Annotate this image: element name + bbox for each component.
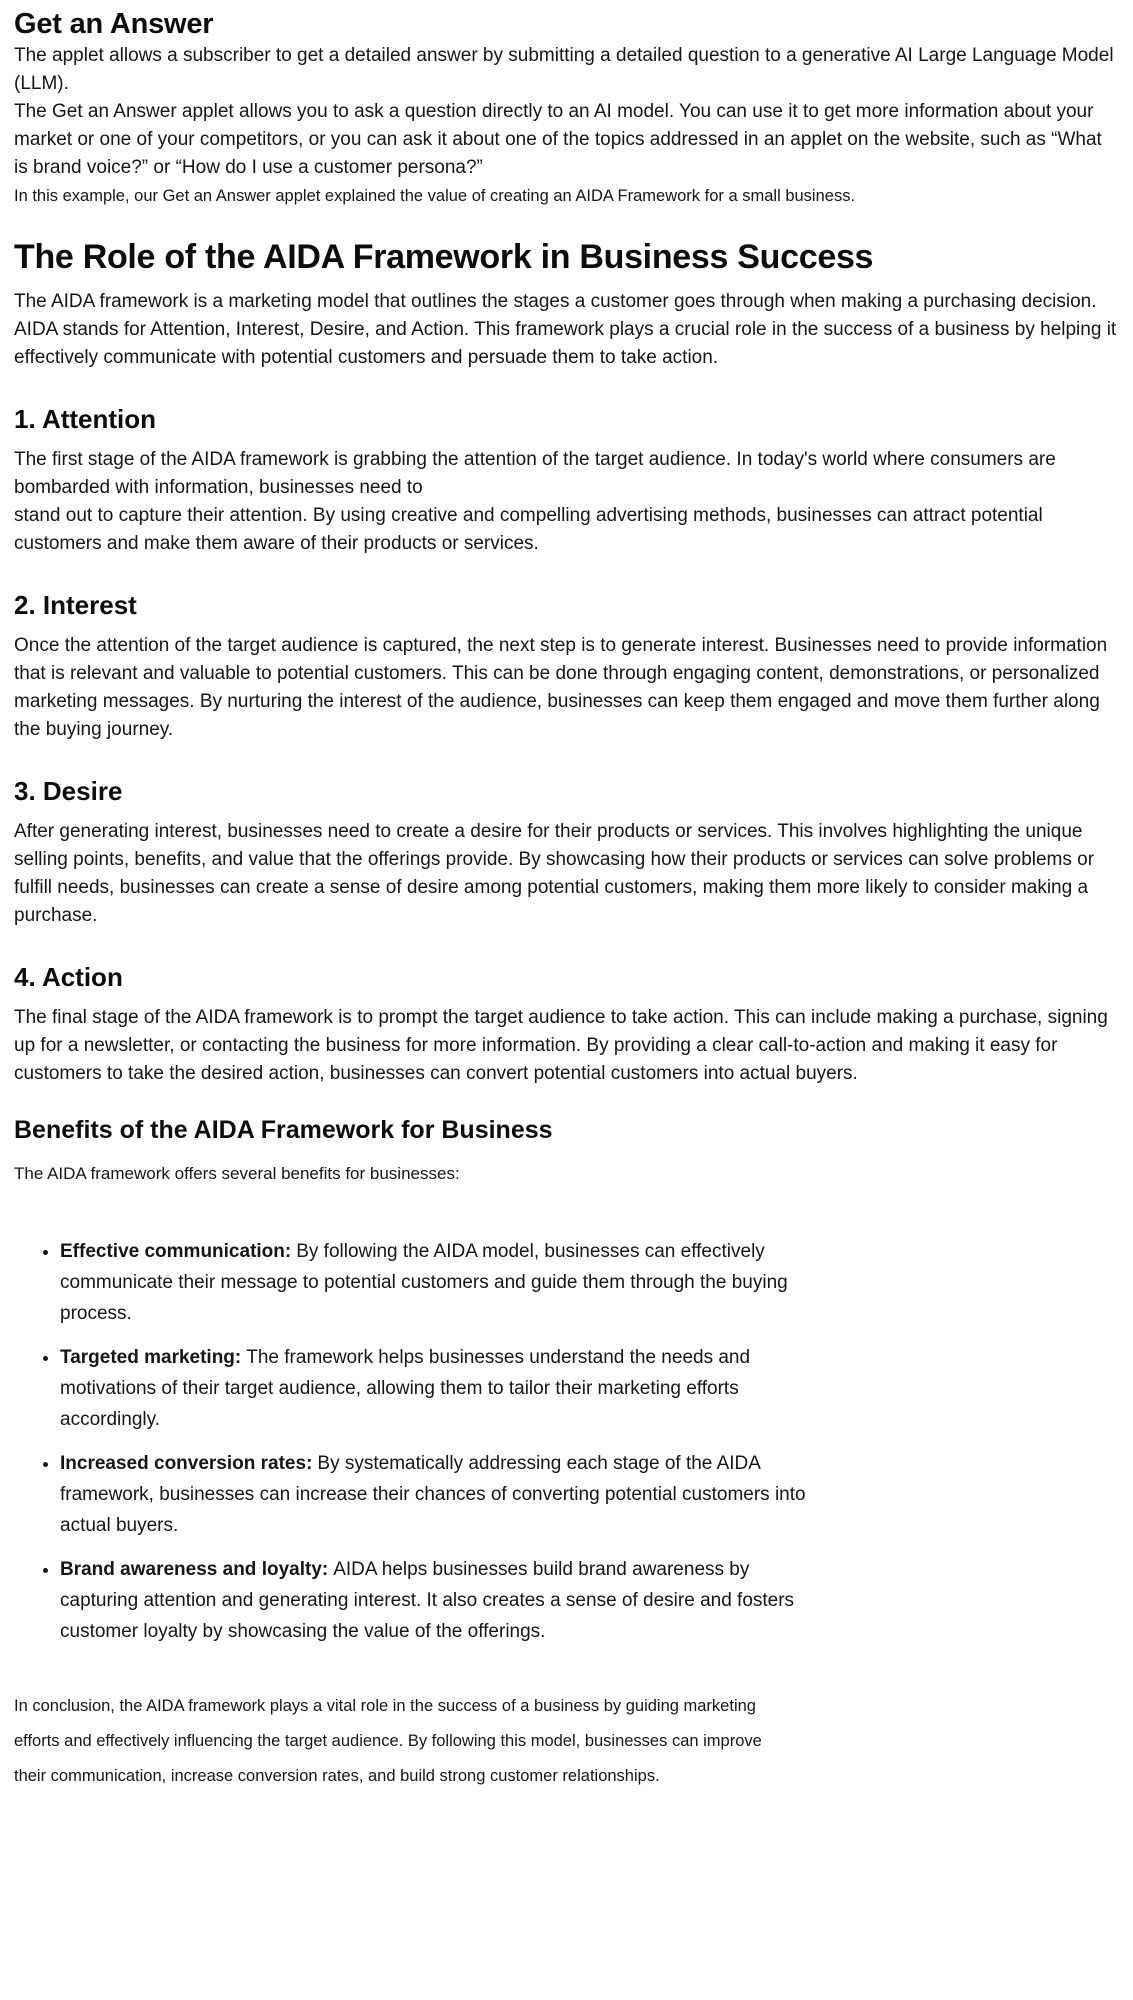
list-item [60,1448,826,1541]
benefit-text: By following the AIDA model, businesses can effectively communicate their message to potential customers and guide them through the buying process. [60,1241,788,1324]
action-paragraph: The final stage of the AIDA framework is to prompt the target audience to take action. This can include making a purchase, signing up for a newsletter, or contacting the business for more information. By providing a clear call-to-action and making it easy for customers to take the desired action, businesses can convert potential customers into actual buyers. [14,1007,1108,1084]
section-benefits [14,1114,1117,1794]
get-an-answer-paragraph-3: In this example, our Get an Answer applet explained the value of creating an AIDA Framework for a small business. [14,187,856,205]
article-aida-framework [14,236,1117,1794]
conclusion-paragraph: In conclusion, the AIDA framework plays a vital role in the success of a business by guiding marketing efforts and effectively influencing the target audience. By following this model, businesses can improve their communication, increase conversion rates, and build strong customer relationships. [14,1697,762,1785]
section-action [14,960,1117,1088]
article-intro-paragraph: The AIDA framework is a marketing model that outlines the stages a customer goes through when making a purchasing decision. AIDA stands for Attention, Interest, Desire, and Action. This framework plays a crucial role in the success of a business by helping it effectively communicate with potential customers and persuade them to take action. [14,291,1117,368]
section-desire [14,774,1117,930]
benefit-text: The framework helps businesses understand the needs and motivations of their target audience, allowing them to tailor their marketing efforts accordingly. [60,1347,751,1430]
section-get-an-answer [14,6,1117,210]
benefit-label: Brand awareness and loyalty: [60,1559,329,1580]
section-interest [14,588,1117,744]
desire-heading: 3. Desire [14,776,123,806]
list-item [60,1554,826,1647]
benefits-list [14,1236,826,1647]
attention-paragraph-2: stand out to capture their attention. By using creative and compelling advertising methods, businesses can attract potential customers and make them aware of their products or services. [14,505,1043,554]
list-item [60,1342,826,1435]
desire-paragraph: After generating interest, businesses need to create a desire for their products or services. This involves highlighting the unique selling points, benefits, and value that the offerings provide. By showcasing how their products or services can solve problems or fulfill needs, businesses can create a sense of desire among potential customers, making them more likely to consider making a purchase. [14,821,1095,926]
action-heading: 4. Action [14,962,123,992]
get-an-answer-paragraph-2: The Get an Answer applet allows you to ask a question directly to an AI model. You can use it to get more information about your market or one of your competitors, or you can ask it about one of the topics addressed in an applet on the website, such as “What is brand voice?” or “How do I use a customer persona?” [14,101,1102,178]
benefit-label: Targeted marketing: [60,1347,242,1368]
benefits-lead-paragraph: The AIDA framework offers several benefits for businesses: [14,1164,460,1183]
benefit-text: By systematically addressing each stage of the AIDA framework, businesses can increase their chances of converting potential customers into actual buyers. [60,1453,806,1536]
list-item [60,1236,826,1329]
attention-paragraph-1: The first stage of the AIDA framework is grabbing the attention of the target audience. In today's world where consumers are bombarded with information, businesses need to [14,449,1056,498]
interest-heading: 2. Interest [14,590,137,620]
benefit-label: Effective communication: [60,1241,292,1262]
interest-paragraph: Once the attention of the target audience is captured, the next step is to generate interest. Businesses need to provide information that is relevant and valuable to potential customers. This can be done through engaging content, demonstrations, or personalized marketing messages. By nurturing the interest of the audience, businesses can keep them engaged and move them further along the buying journey. [14,635,1108,740]
benefit-text: AIDA helps businesses build brand awareness by capturing attention and generating interest. It also creates a sense of desire and fosters customer loyalty by showcasing the value of the offerings. [60,1559,795,1642]
article-title: The Role of the AIDA Framework in Business Success [14,238,874,276]
benefits-heading: Benefits of the AIDA Framework for Business [14,1116,553,1144]
get-an-answer-paragraph-1: The applet allows a subscriber to get a detailed answer by submitting a detailed question to a generative AI Large Language Model (LLM). [14,45,1114,94]
attention-heading: 1. Attention [14,404,157,434]
benefit-label: Increased conversion rates: [60,1453,313,1474]
section-attention [14,402,1117,558]
get-an-answer-heading: Get an Answer [14,8,214,40]
